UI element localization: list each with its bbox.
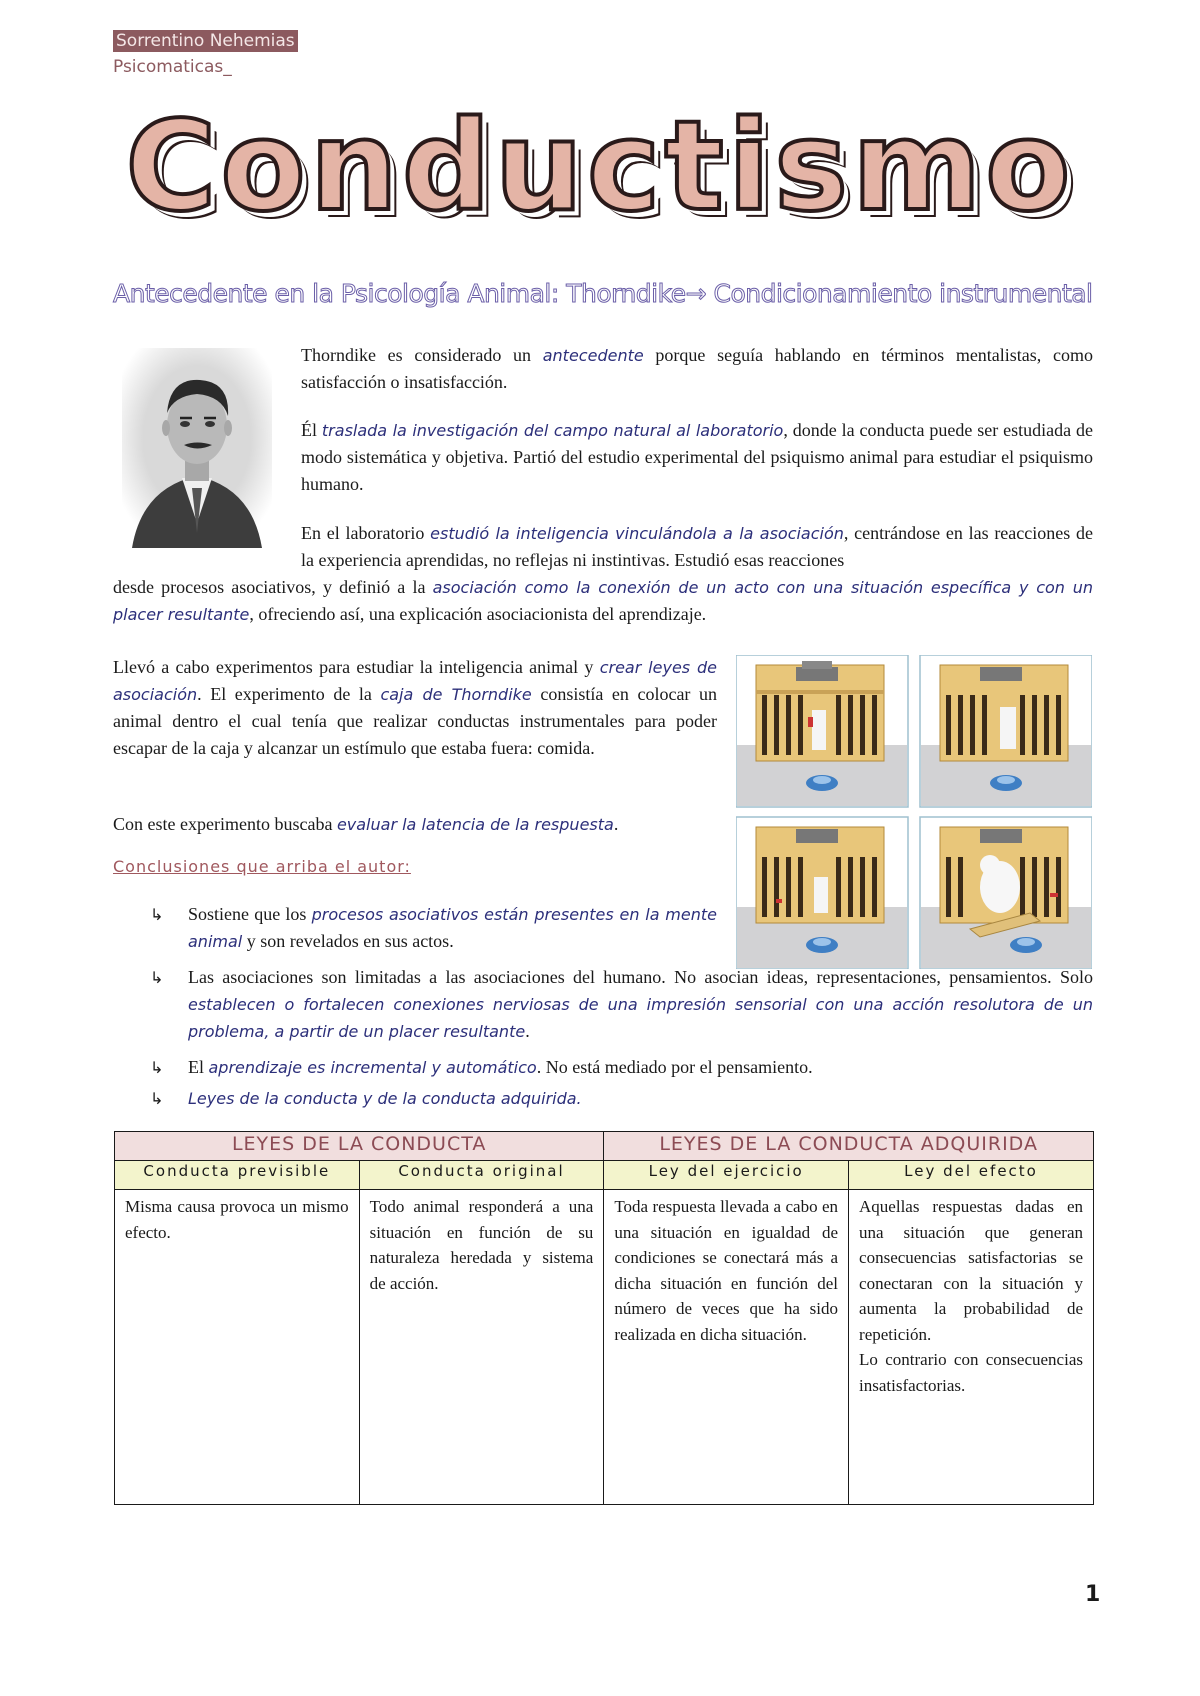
laws-table — [114, 1131, 1094, 1505]
paragraph-latency — [113, 811, 717, 838]
column-header: Conducta original — [359, 1161, 604, 1190]
text: , centrándose en las reacciones de la experiencia aprendidas, no reflejas ni instintivas. Estudió esas reacciones — [301, 523, 1093, 570]
text: y son revelados en sus actos. — [242, 931, 454, 951]
column-header: Ley del ejercicio — [604, 1161, 849, 1190]
conclusion-item — [150, 1054, 1093, 1081]
paragraph-laboratory — [301, 417, 1093, 498]
paragraph-association — [113, 574, 1093, 628]
highlight: traslada la investigación del campo natural al laboratorio — [321, 421, 784, 440]
table-row — [115, 1190, 1094, 1505]
paragraph-intelligence — [301, 520, 1093, 574]
text: Llevó a cabo experimentos para estudiar la inteligencia animal y — [113, 657, 600, 677]
puzzle-box-illustration — [736, 655, 1092, 969]
arrow-bullet-icon: ↳ — [150, 1089, 164, 1108]
arrow-bullet-icon: ↳ — [150, 968, 164, 987]
arrow-bullet-icon: ↳ — [150, 1058, 164, 1077]
text: Con este experimento buscaba — [113, 814, 337, 834]
cell-line: Aquellas respuestas dadas en una situación que generan consecuencias satisfactorias se conectaran con la situación y aumenta la probabilidad de repetición. — [859, 1197, 1083, 1344]
text: Thorndike es considerado un — [301, 345, 543, 365]
section-heading: Antecedente en la Psicología Animal: Thorndike→ Condicionamiento instrumental — [113, 279, 1093, 308]
highlight: asociación como la conexión de un acto con una situación específica y con un placer resultante — [113, 578, 1093, 624]
highlight: crear leyes de asociación — [113, 658, 717, 704]
conclusion-item — [150, 964, 1093, 1045]
text: El — [188, 1057, 209, 1077]
table-column-header-row — [115, 1161, 1094, 1190]
highlight: establecen o fortalecen conexiones nerviosas de una impresión sensorial con una acción resolutora de un problema, a partir de un placer resultante — [188, 995, 1093, 1041]
paragraph-antecedent — [301, 342, 1093, 396]
table-cell: Misma causa provoca un mismo efecto. — [115, 1190, 360, 1505]
text: . No está mediado por el pensamiento. — [536, 1057, 813, 1077]
text: , ofreciendo así, una explicación asociacionista del aprendizaje. — [249, 604, 707, 624]
table-cell: Toda respuesta llevada a cabo en una situación en igualdad de condiciones se conectará más a dicha situación en función del número de veces que ha sido realizada en dicha situación. — [604, 1190, 849, 1505]
text: . — [613, 814, 619, 834]
page-number: 1 — [1085, 1582, 1101, 1607]
subject-label: Psicomaticas_ — [113, 57, 232, 77]
column-header: Conducta previsible — [115, 1161, 360, 1190]
highlight: caja de Thorndike — [380, 685, 532, 704]
group-header-laws-acquired: LEYES DE LA CONDUCTA ADQUIRIDA — [604, 1132, 1094, 1161]
conclusion-item — [150, 901, 717, 955]
highlight: antecedente — [542, 346, 644, 365]
cell-line: Lo contrario con consecuencias insatisfactorias. — [859, 1350, 1083, 1395]
text: porque seguía hablando en términos mentalistas, como satisfacción o insatisfacción. — [301, 345, 1093, 392]
conclusions-heading: Conclusiones que arriba el autor: — [113, 857, 411, 876]
text: Él — [301, 420, 322, 440]
highlight: aprendizaje es incremental y automático — [208, 1058, 537, 1077]
highlight: procesos asociativos están presentes en la mente animal — [188, 905, 717, 951]
highlight: evaluar la latencia de la respuesta — [336, 815, 614, 834]
paragraph-experiment — [113, 654, 717, 762]
text: Las asociaciones son limitadas a las asociaciones del humano. No asocian ideas, representaciones, pensamientos. Solo — [188, 967, 1093, 987]
table-cell: Todo animal responderá a una situación en función de su naturaleza heredada y sistema de acción. — [359, 1190, 604, 1505]
highlight: Leyes de la conducta y de la conducta adquirida. — [188, 1089, 582, 1108]
page-title: Conductismo — [125, 95, 1075, 239]
text: , donde la conducta puede ser estudiada de modo sistemática y objetiva. Partió del estudio experimental del psiquismo animal para estudiar el psiquismo humano. — [301, 420, 1094, 494]
text: Sostiene que los — [188, 904, 312, 924]
text: En el laboratorio — [301, 523, 431, 543]
author-label: Sorrentino Nehemias — [113, 30, 298, 52]
group-header-laws-behavior: LEYES DE LA CONDUCTA — [115, 1132, 604, 1161]
column-header: Ley del efecto — [849, 1161, 1094, 1190]
table-group-header-row — [115, 1132, 1094, 1161]
table-cell — [849, 1190, 1094, 1505]
text: . — [525, 1021, 530, 1041]
text: desde procesos asociativos, y definió a la — [113, 577, 433, 597]
arrow-bullet-icon: ↳ — [150, 905, 164, 924]
text: consistía en colocar un animal dentro el cual tenía que realizar conductas instrumentales para poder escapar de la caja y alcanzar un estímulo que estaba fuera: comida. — [113, 684, 717, 758]
conclusion-item — [150, 1085, 1093, 1112]
highlight: estudió la inteligencia vinculándola a la asociación — [430, 524, 844, 543]
thorndike-portrait-image — [122, 348, 272, 548]
text: . El experimento de la — [197, 684, 381, 704]
